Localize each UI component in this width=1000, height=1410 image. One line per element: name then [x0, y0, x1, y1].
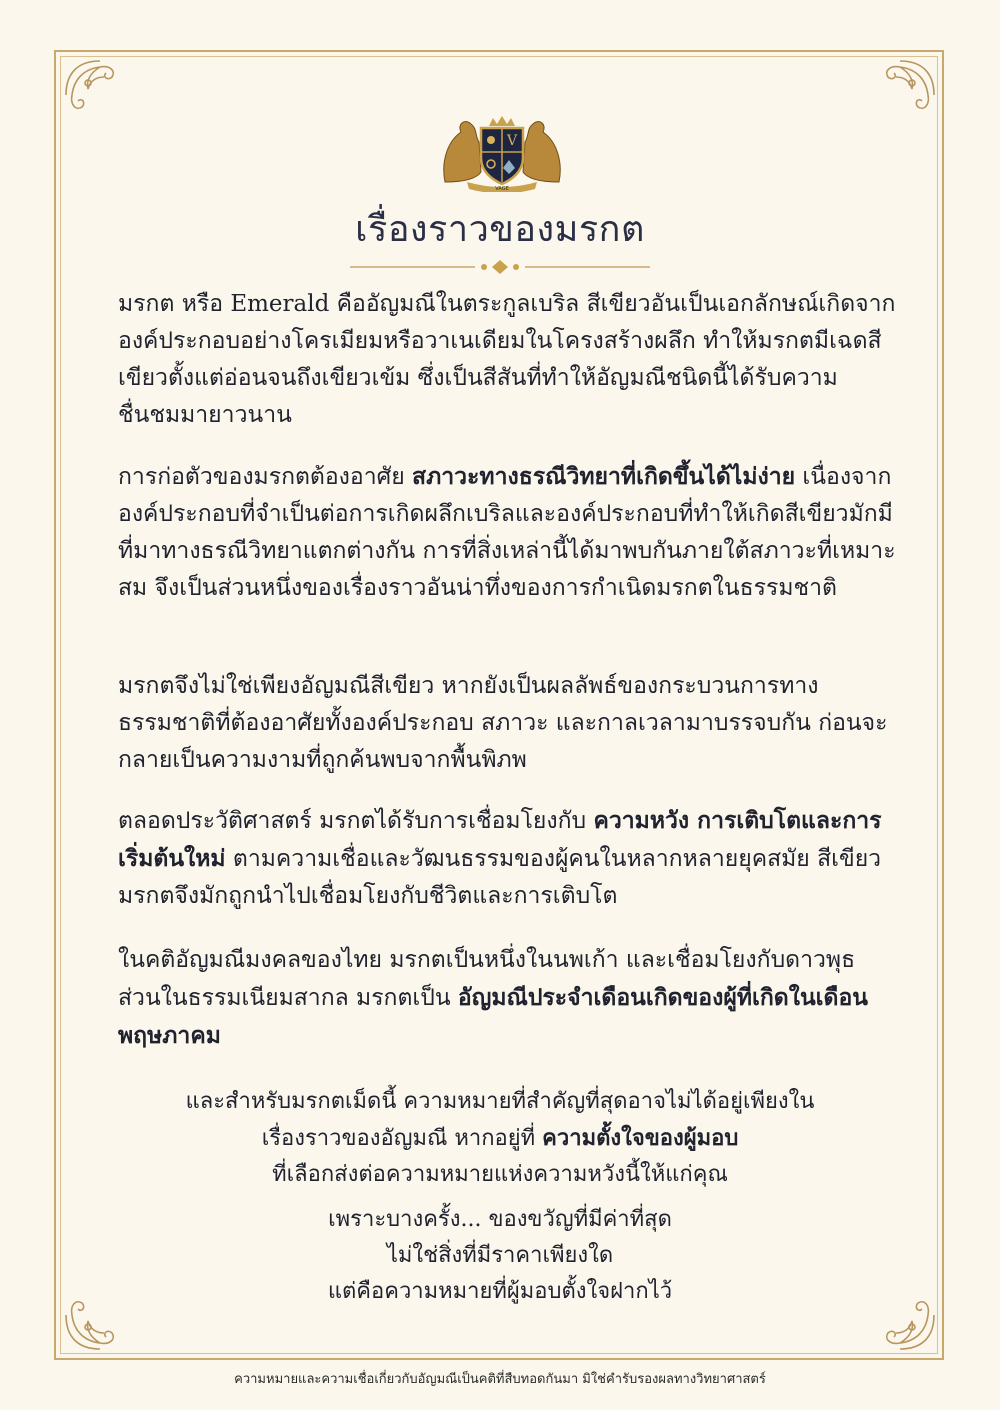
quote-line: เพราะบางครั้ง... ของขวัญที่มีค่าที่สุด: [328, 1207, 672, 1232]
paragraph-belief: [118, 942, 898, 1055]
closing-line: [100, 1120, 900, 1157]
page-title: เรื่องราวของมรกต: [355, 209, 645, 250]
emphasis-text: สภาวะทางธรณีวิทยาที่เกิดขึ้นได้ไม่ง่าย: [412, 463, 796, 490]
closing-line: และสำหรับมรกตเม็ดนี้ ความหมายที่สำคัญที่สุดอาจไม่ได้อยู่เพียงใน: [185, 1089, 815, 1114]
quote-line: ไม่ใช่สิ่งที่มีราคาเพียงใด: [386, 1243, 614, 1268]
text-span: การก่อตัวของมรกตต้องอาศัย: [118, 464, 413, 490]
closing-quote: [100, 1202, 900, 1310]
paragraph-formation: [118, 458, 898, 607]
crest-logo-icon: [437, 112, 567, 192]
corner-ornament-icon: [60, 55, 140, 135]
text-span: เนื่องจากองค์ประกอบที่จำเป็นต่อการเกิดผลึกเบริลและองค์ประกอบที่ทำให้เกิดสีเขียวมักมีที่มาทางธรณีวิทยาแตกต่างกัน การที่สิ่งเหล่านี้ได้มาพบกันภายใต้สภาวะที่เหมาะสม จึงเป็นส่วนหนึ่งของเรื่องราวอันน่าทึ่งของการกำเนิดมรกตในธรรมชาติ: [118, 464, 896, 601]
title-divider-icon: [350, 258, 650, 276]
footnote-disclaimer: ความหมายและความเชื่อเกี่ยวกับอัญมณีเป็นคติที่สืบทอดกันมา มิใช่คำรับรองผลทางวิทยาศาสตร์: [234, 1372, 766, 1387]
crest-ribbon-text: VAGE: [495, 186, 509, 192]
emphasis-text: อัญมณีประจำเดือนเกิดของผู้ที่เกิดในเดือนพฤษภาคม: [118, 984, 869, 1049]
emphasis-text: ความตั้งใจของผู้มอบ: [542, 1125, 739, 1151]
text-span: ตามความเชื่อและวัฒนธรรมของผู้คนในหลากหลายยุคสมัย สีเขียวมรกตจึงมักถูกนำไปเชื่อมโยงกับชีวิตและการเติบโต: [118, 846, 882, 909]
closing-line: ที่เลือกส่งต่อความหมายแห่งความหวังนี้ให้แก่คุณ: [272, 1162, 728, 1187]
paragraph-history: [118, 802, 898, 915]
paragraph-emerald-intro: มรกต หรือ Emerald คืออัญมณีในตระกูลเบริล สีเขียวอันเป็นเอกลักษณ์เกิดจากองค์ประกอบอย่างโครเมียมหรือวาเนเดียมในโครงสร้างผลึก ทำให้มรกตมีเฉดสีเขียวตั้งแต่อ่อนจนถึงเขียวเข้ม ซึ่งเป็นสีสันที่ทำให้อัญมณีชนิดนี้ได้รับความชื่นชมมายาวนาน: [118, 291, 896, 428]
emphasis-text: ความหวัง การเติบโตและการเริ่มต้นใหม่: [118, 807, 882, 872]
corner-ornament-icon: [860, 55, 940, 135]
paragraph-nature: มรกตจึงไม่ใช่เพียงอัญมณีสีเขียว หากยังเป็นผลลัพธ์ของกระบวนการทางธรรมชาติที่ต้องอาศัยทั้งองค์ประกอบ สภาวะ และกาลเวลามาบรรจบกัน ก่อนจะกลายเป็นความงามที่ถูกค้นพบจากพื้นพิภพ: [118, 673, 888, 773]
text-span: ในคติอัญมณีมงคลของไทย มรกตเป็นหนึ่งในนพเก้า และเชื่อมโยงกับดาวพุธ ส่วนในธรรมเนียมสากล มรกตเป็น: [118, 947, 856, 1011]
closing-message: [100, 1084, 900, 1193]
crest-letter: V: [506, 133, 518, 149]
text-span: เรื่องราวของอัญมณี หากอยู่ที่: [261, 1126, 543, 1151]
text-span: ตลอดประวัติศาสตร์ มรกตได้รับการเชื่อมโยงกับ: [118, 808, 594, 834]
quote-line: แต่คือความหมายที่ผู้มอบตั้งใจฝากไว้: [327, 1279, 673, 1304]
